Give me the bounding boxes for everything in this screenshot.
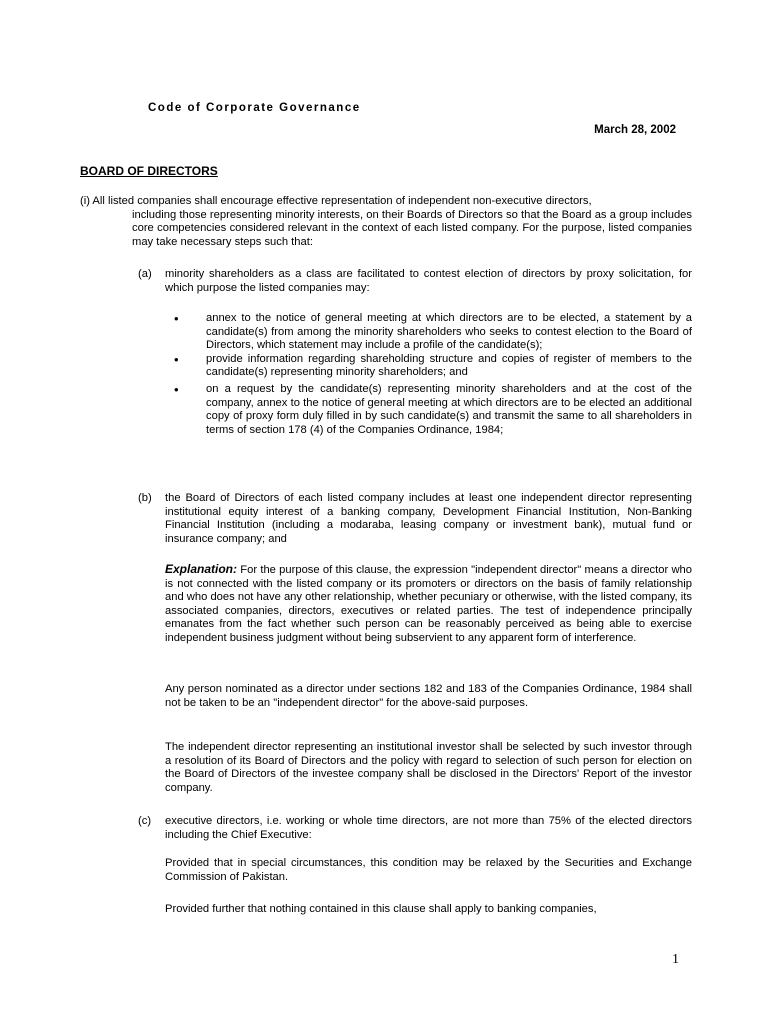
clause-c-text: executive directors, i.e. working or whole time directors, are not more than 75% of the elected directors including the Chief Executive: <box>165 815 692 841</box>
bullet-text: on a request by the candidate(s) representing minority shareholders and at the cost of the company, annex to the notice of general meeting at which directors are to be elected an additional copy of proxy form duly filled in by such candidate(s) and transmit the same to all shareholders in terms of section 178 (4) of the Companies Ordinance, 1984; <box>206 382 692 436</box>
clause-i-continuation: including those representing minority interests, on their Boards of Directors so that the Board as a group includes core competencies considered relevant in the context of each listed company. For the purpose, listed companies may take necessary steps such that: <box>132 208 692 248</box>
document-date: March 28, 2002 <box>594 124 676 136</box>
clause-a-marker: (a) <box>138 268 152 280</box>
proxy-bullet-list <box>170 312 692 437</box>
clause-c-marker: (c) <box>138 815 152 827</box>
clause-i <box>80 195 692 249</box>
bullet-text: annex to the notice of general meeting at which directors are to be elected, a statement by a candidate(s) from among the minority shareholders who seeks to contest election to the Board of Directors, which statement may include a profile of the candidate(s); <box>206 312 692 352</box>
document-title: Code of Corporate Governance <box>148 102 361 114</box>
list-item <box>170 383 692 437</box>
bullet-icon: • <box>174 381 179 397</box>
clause-b <box>138 492 692 546</box>
list-item <box>170 312 692 353</box>
section-heading: BOARD OF DIRECTORS <box>80 164 218 178</box>
proviso-paragraph: Provided that in special circumstances, this condition may be relaxed by the Securities and Exchange Commission of Pakistan. <box>165 857 692 883</box>
bullet-icon: • <box>174 351 179 367</box>
clause-a-text: minority shareholders as a class are facilitated to contest election of directors by proxy solicitation, for which purpose the listed companies may: <box>165 268 692 294</box>
clause-i-lead: (i) All listed companies shall encourage effective representation of independent non-executive directors, <box>80 195 592 207</box>
list-item <box>170 353 692 380</box>
clause-b-marker: (b) <box>138 492 152 504</box>
proviso-further-paragraph: Provided further that nothing contained in this clause shall apply to banking companies, <box>165 903 597 915</box>
explanation-label: Explanation: <box>165 562 238 576</box>
explanation-text: For the purpose of this clause, the expression "independent director" means a director who is not connected with the listed company or its promoters or directors on the basis of family relationship and who does not have any other relationship, whether pecuniary or otherwise, with the listed company, its associated companies, directors, executives or related parties. The test of independence principally emanates from the fact whether such person can be reasonably perceived as being able to exercise independent business judgment without being subservient to any apparent form of interference. <box>165 564 692 644</box>
explanation-paragraph <box>165 563 692 646</box>
page-number: 1 <box>672 952 679 967</box>
nominated-director-paragraph: Any person nominated as a director under sections 182 and 183 of the Companies Ordinance, 1984 shall not be taken to be an "independent director" for the above-said purposes. <box>165 683 692 709</box>
clause-c <box>138 815 692 842</box>
clause-a <box>138 268 692 295</box>
institutional-investor-paragraph: The independent director representing an institutional investor shall be selected by such investor through a resolution of its Board of Directors and the policy with regard to selection of such person for election on the Board of Directors of the investee company shall be disclosed in the Directors' Report of the investor company. <box>165 741 692 794</box>
bullet-icon: • <box>174 311 179 326</box>
clause-b-text: the Board of Directors of each listed company includes at least one independent director representing institutional equity interest of a banking company, Development Financial Institution, Non-Banking Financial Institution (including a modaraba, leasing company or investment bank), mutual fund or insurance company; and <box>165 492 692 545</box>
bullet-text: provide information regarding shareholding structure and copies of register of members to the candidate(s) representing minority shareholders; and <box>206 352 692 379</box>
